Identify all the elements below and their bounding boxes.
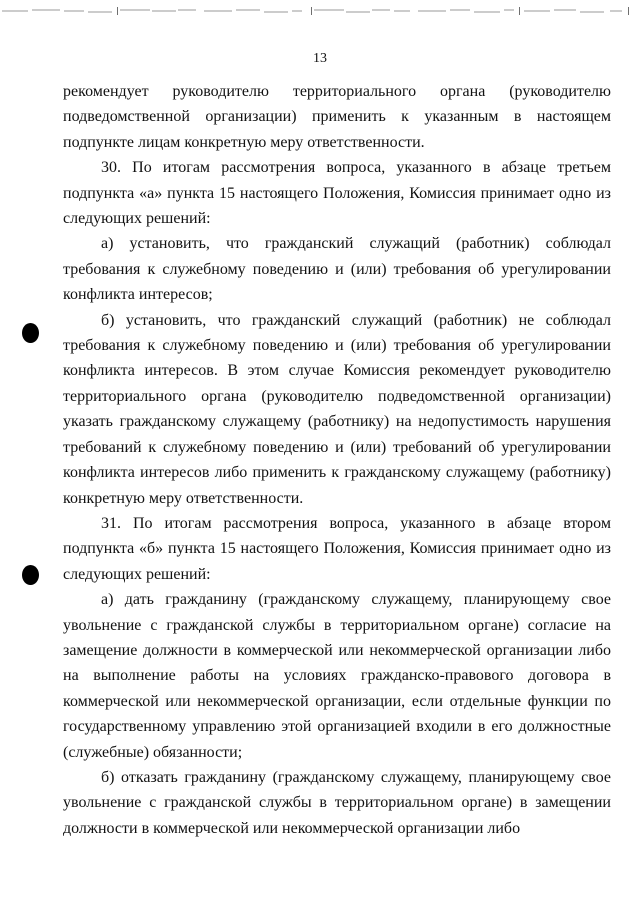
paragraph-clause-30-b: б) установить, что гражданский служащий (работник) не соблюдал требования к служебному поведению и (или) требования об урегулировании конфликта интересов. В этом случае Комиссия рекомендует руководителю территориального органа (руководителю подведомственной организации) указать гражданскому служащему (работнику) на недопустимость нарушения требований к служебному поведению и (или) требований об урегулировании конфликта интересов либо применить к гражданскому служащему (работнику) конкретную меру ответственности.: [63, 311, 611, 507]
punch-hole-mark: [22, 565, 39, 585]
page-number: 13: [313, 51, 327, 66]
paragraph-clause-31-a: а) дать гражданину (гражданскому служащему, планирующему свое увольнение с гражданской службы в территориальном органе) согласие на замещение должности в коммерческой или некоммерческой организации либо на выполнение работы на условиях гражданско-правового договора в коммерческой или некоммерческой организации, если отдельные функции по государственному управлению этой организацией входили в его должностные (служебные) обязанности;: [63, 591, 611, 761]
paragraph-continuation: рекомендует руководителю территориального органа (руководителю подведомственной организации) применить к указанным в настоящем подпункте лицам конкретную меру ответственности.: [63, 83, 611, 151]
paragraph-clause-30-a: а) установить, что гражданский служащий (работник) соблюдал требования к служебному поведению и (или) требования об урегулировании конфликта интересов;: [63, 235, 611, 304]
punch-hole-mark: [22, 323, 39, 343]
paragraph-clause-31-b: б) отказать гражданину (гражданскому служащему, планирующему свое увольнение с гражданской службы в территориальном органе) в замещении должности в коммерческой или некоммерческой организации либо: [63, 768, 611, 837]
paragraph-clause-30: 30. По итогам рассмотрения вопроса, указанного в абзаце третьем подпункта «а» пункта 15 настоящего Положения, Комиссия принимает одно из следующих решений:: [63, 159, 611, 228]
scan-noise-strip: [0, 4, 640, 18]
paragraph-clause-31: 31. По итогам рассмотрения вопроса, указанного в абзаце втором подпункта «б» пункта 15 настоящего Положения, Комиссия принимает одно из следующих решений:: [63, 514, 611, 583]
document-body: [63, 79, 611, 841]
